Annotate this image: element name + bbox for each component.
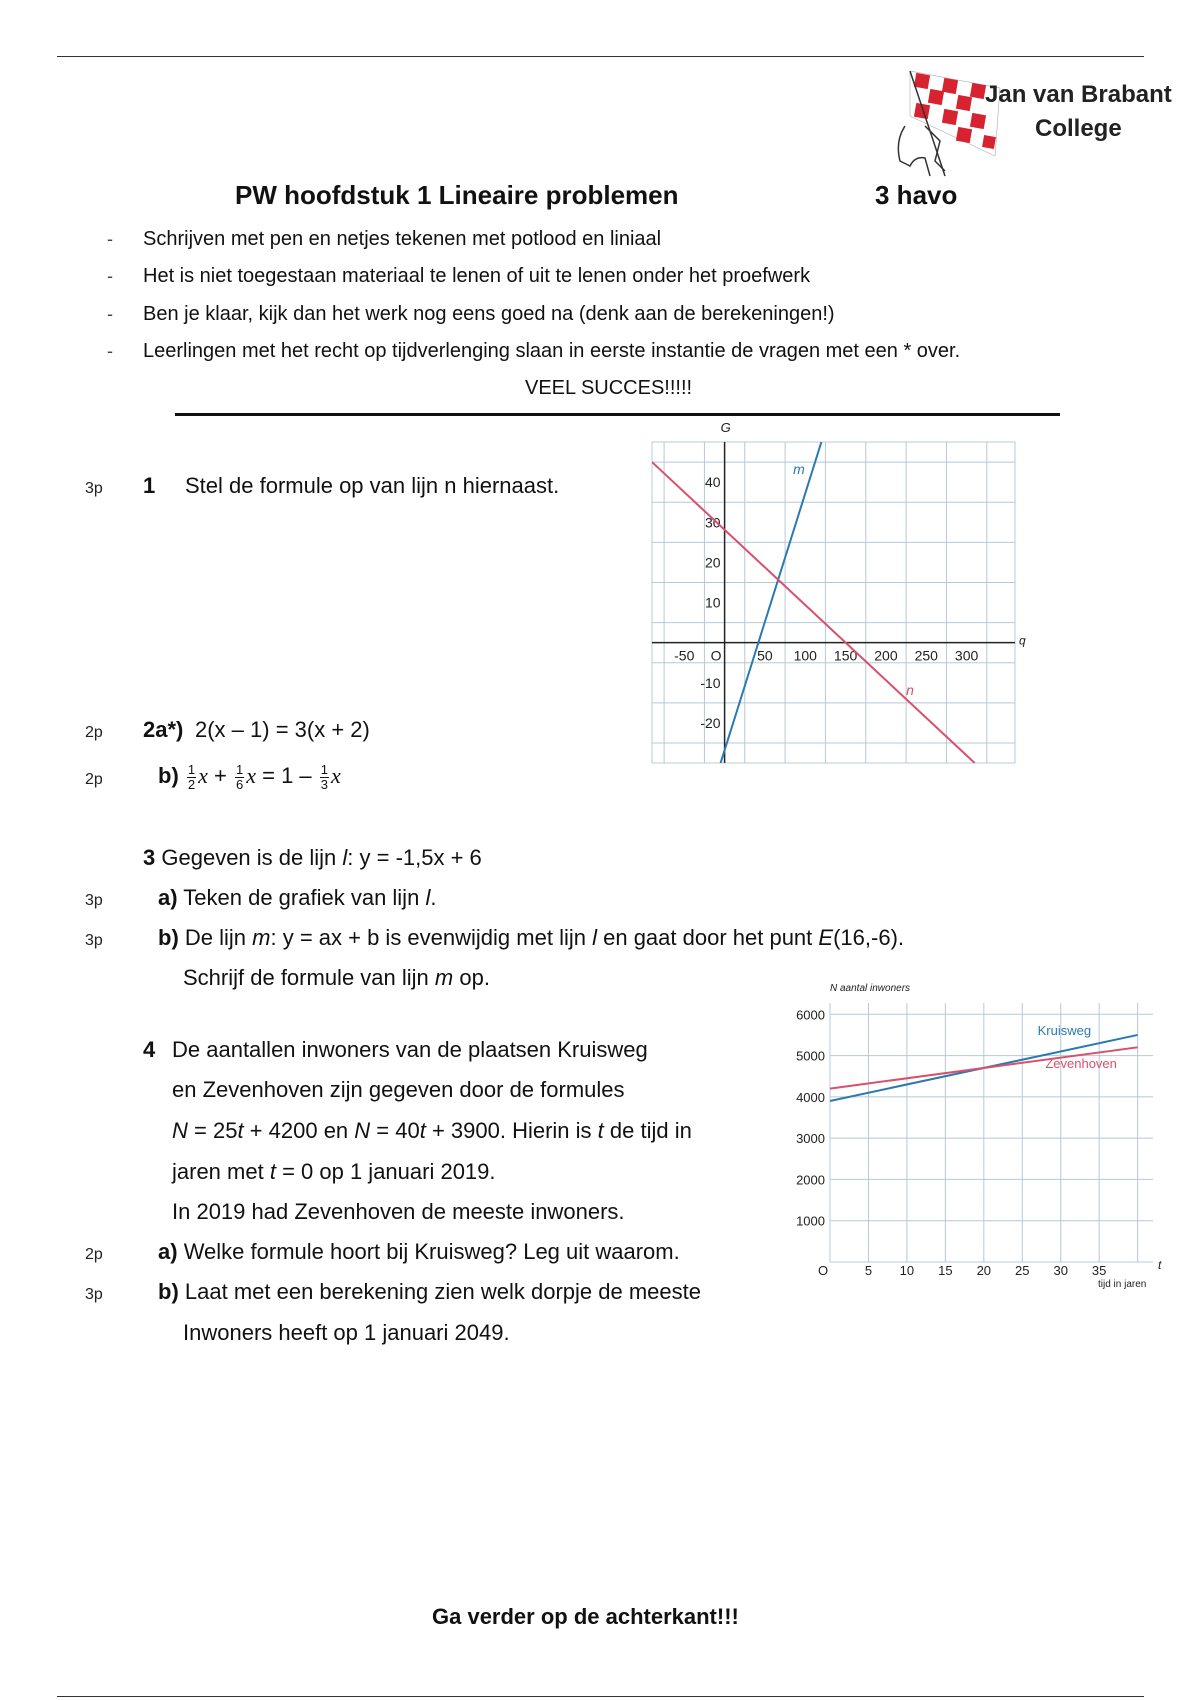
formula-part: = 25 (187, 1118, 238, 1143)
school-name-line1: Jan van Brabant (985, 81, 1172, 108)
q4a (158, 1239, 680, 1265)
var-t: t (237, 1118, 244, 1143)
q3b-text3: en gaat door het punt (603, 925, 813, 950)
series-label-n: n (906, 681, 914, 698)
q2b-label: b) (158, 763, 179, 788)
q1-text: Stel de formule op van lijn n hiernaast. (185, 473, 560, 498)
q4-line4a: jaren met (172, 1159, 270, 1184)
x-tick-label: -50 (674, 647, 695, 664)
fraction-denominator: 2 (187, 776, 196, 792)
bullet: - (107, 341, 113, 361)
q2a-equation: 2(x – 1) = 3(x + 2) (195, 717, 370, 742)
origin-label: O (710, 647, 722, 664)
x-tick-label: 35 (1091, 1263, 1107, 1278)
x-tick-label: 5 (864, 1263, 873, 1278)
class-level: 3 havo (875, 180, 958, 210)
q2a-points: 2p (85, 724, 103, 741)
q4a-text: Welke formule hoort bij Kruisweg? Leg uit waarom. (183, 1239, 680, 1264)
q4b-label: b) (158, 1279, 179, 1304)
line-m: m (252, 925, 271, 950)
q3b (158, 925, 904, 951)
line-l-formula: : y = -1,5x + 6 (347, 845, 482, 870)
q4-line2: en Zevenhoven zijn gegeven door de formules (172, 1077, 625, 1102)
x-tick-label: 25 (1015, 1263, 1030, 1278)
var-t: t (419, 1118, 426, 1143)
q4-line4 (172, 1159, 496, 1185)
point-e-coords: (16,-6). (833, 925, 905, 950)
y-tick-label: -20 (700, 714, 721, 731)
q1-number: 1 (143, 473, 156, 498)
chart-lines-m-n (640, 415, 1030, 770)
q3b-text1: De lijn (184, 925, 247, 950)
var-n: N (354, 1118, 371, 1143)
formula-part: = 40 (370, 1118, 420, 1143)
chart-inhabitants (775, 975, 1170, 1325)
fraction-denominator: 6 (236, 776, 244, 792)
q3b-line2-end: op. (459, 965, 490, 990)
plus-sign: + (214, 763, 227, 788)
school-name-line2: College (1035, 115, 1122, 142)
y-tick-label: 10 (705, 594, 721, 611)
formula-part: + 3900. Hierin is (425, 1118, 598, 1143)
formula-part: + 4200 en (243, 1118, 355, 1143)
q4b-text2: Inwoners heeft op 1 januari 2049. (183, 1320, 510, 1345)
q1-points: 3p (85, 480, 103, 497)
q4-line4b: = 0 op 1 januari 2019. (275, 1159, 496, 1184)
q3-number: 3 (143, 845, 156, 870)
q2b-points: 2p (85, 771, 103, 788)
fraction (235, 763, 244, 792)
series-label-zevenhoven: Zevenhoven (1045, 1055, 1117, 1071)
origin-label: O (818, 1263, 829, 1278)
line-l: l (425, 885, 431, 910)
line-l: l (342, 845, 348, 870)
fraction (187, 763, 196, 792)
y-tick-label: -10 (700, 674, 721, 691)
instruction-item: Leerlingen met het recht op tijdverlenging slaan in eerste instantie de vragen met een * over. (143, 340, 961, 362)
y-tick-label: 6000 (796, 1007, 825, 1023)
formula-part: de tijd in (603, 1118, 692, 1143)
q3a (158, 885, 436, 911)
x-tick-label: 100 (793, 647, 817, 664)
bullet: - (107, 304, 113, 324)
q3a-end: . (430, 885, 437, 910)
series-line-m (721, 442, 822, 763)
q3a-points: 3p (85, 892, 103, 909)
q3b-text2: : y = ax + b is evenwijdig met lijn (270, 925, 586, 950)
q3a-text: Teken de grafiek van lijn (183, 885, 420, 910)
q3b-line2 (183, 965, 490, 991)
x-tick-label: 20 (976, 1263, 992, 1278)
y-axis-label: N aantal inwoners (830, 983, 911, 994)
y-tick-label: 40 (705, 474, 721, 491)
variable-x: x (198, 763, 208, 788)
q4b-text: Laat met een berekening zien welk dorpje de meeste (184, 1279, 701, 1304)
x-axis-label: tijd in jaren (1098, 1279, 1147, 1290)
var-t: t (269, 1159, 276, 1184)
x-tick-label: 300 (954, 647, 979, 664)
q3a-label: a) (158, 885, 178, 910)
line-m: m (434, 965, 454, 990)
q4b-points: 3p (85, 1286, 103, 1303)
x-tick-label: 150 (833, 647, 858, 664)
x-tick-label: 15 (938, 1263, 953, 1278)
y-tick-label: 1000 (796, 1213, 825, 1229)
x-tick-label: 10 (899, 1263, 915, 1278)
q3-intro-text: Gegeven is de lijn (161, 845, 337, 870)
page-title: PW hoofdstuk 1 Lineaire problemen (235, 180, 679, 210)
instruction-item: Ben je klaar, kijk dan het werk nog eens goed na (denk aan de berekeningen!) (143, 303, 835, 325)
y-tick-label: 5000 (796, 1048, 825, 1064)
x-axis-label: q (1019, 633, 1026, 648)
q3b-label: b) (158, 925, 179, 950)
fraction-numerator: 1 (187, 761, 196, 777)
school-logo (885, 66, 1185, 186)
line-l: l (592, 925, 597, 950)
q4-number: 4 (143, 1037, 156, 1062)
y-tick-label: 3000 (796, 1131, 825, 1147)
var-t: t (597, 1118, 604, 1143)
x-tick-label: 250 (914, 647, 938, 664)
bullet: - (107, 229, 113, 249)
good-luck-text: VEEL SUCCES!!!!! (525, 377, 693, 399)
q4-line1: De aantallen inwoners van de plaatsen Kruisweg (172, 1037, 648, 1062)
y-tick-label: 30 (705, 514, 721, 531)
footer-text: Ga verder op de achterkant!!! (432, 1604, 739, 1629)
y-tick-label: 2000 (796, 1172, 825, 1188)
equals-part: = 1 – (262, 763, 312, 788)
instruction-item: Schrijven met pen en netjes tekenen met potlood en liniaal (143, 228, 662, 250)
q2a-label: 2a*) (143, 717, 184, 742)
variable-x: x (246, 763, 256, 788)
fraction-numerator: 1 (236, 761, 244, 777)
fraction-numerator: 1 (320, 761, 329, 777)
top-rule (57, 56, 1144, 57)
series-label-m: m (793, 461, 805, 478)
variable-x: x (331, 763, 341, 788)
q4a-points: 2p (85, 1246, 103, 1263)
bullet: - (107, 266, 113, 286)
y-tick-label: 20 (705, 554, 721, 571)
var-n: N (172, 1118, 188, 1143)
series-label-kruisweg: Kruisweg (1037, 1022, 1092, 1038)
q4-line5: In 2019 had Zevenhoven de meeste inwoners. (172, 1199, 625, 1224)
q4-formula-line (172, 1118, 692, 1144)
y-tick-label: 4000 (796, 1089, 825, 1105)
point-e: E (818, 925, 834, 950)
q3b-line2-text: Schrijf de formule van lijn (183, 965, 429, 990)
q3b-points: 3p (85, 932, 103, 949)
x-tick-label: 50 (757, 647, 773, 664)
q2b-equation (158, 756, 341, 796)
x-var-label: t (1158, 1258, 1162, 1272)
fraction-denominator: 3 (320, 776, 329, 792)
x-tick-label: 200 (874, 647, 898, 664)
y-axis-label: G (720, 420, 731, 435)
fraction (320, 763, 329, 792)
q4b (158, 1279, 701, 1305)
instruction-item: Het is niet toegestaan materiaal te lenen of uit te lenen onder het proefwerk (143, 265, 811, 287)
bottom-rule (57, 1696, 1144, 1697)
q4a-label: a) (158, 1239, 178, 1264)
x-tick-label: 30 (1053, 1263, 1068, 1278)
q3-intro (143, 845, 482, 871)
